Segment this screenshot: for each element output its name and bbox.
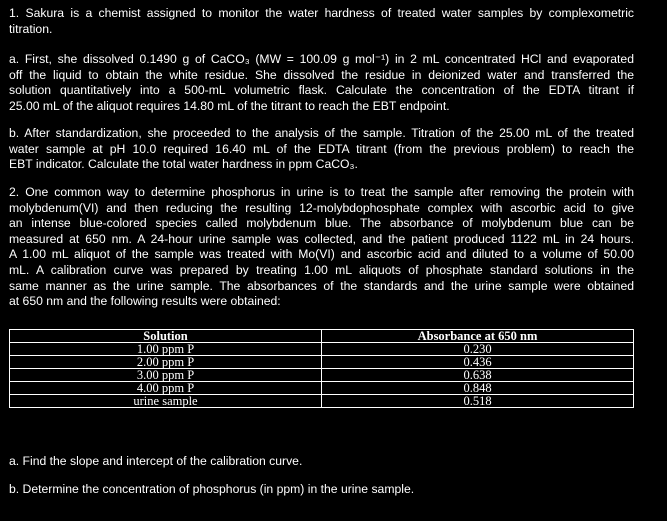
absorbance-cell: 0.848	[322, 382, 634, 395]
absorbance-table	[9, 329, 634, 408]
text-line: A 1.00 mL aliquot of the sample was treated with Mo(VI) and ascorbic acid and diluted to a volume of 50.00	[9, 247, 634, 262]
text-line: solution quantitatively into a 500-mL volumetric flask. Calculate the concentration of the EDTA titrant if	[9, 83, 634, 98]
problem-2-part-a	[9, 454, 634, 470]
table-row	[10, 356, 634, 369]
solution-cell: 2.00 ppm P	[10, 356, 322, 369]
problem-2-part-b	[9, 482, 634, 498]
text-line: an intense blue-colored species called molybdenum blue. The absorbance of molybdenum blue can be	[9, 216, 634, 231]
text-line: b. After standardization, she proceeded to the analysis of the sample. Titration of the 25.00 mL of the treated	[9, 126, 634, 140]
table-row	[10, 382, 634, 395]
text-line: b. Determine the concentration of phosphorus (in ppm) in the urine sample.	[9, 482, 415, 496]
problem-1-intro	[9, 6, 634, 37]
absorbance-cell: 0.638	[322, 369, 634, 382]
column-header-absorbance: Absorbance at 650 nm	[322, 330, 634, 343]
solution-cell: urine sample	[10, 395, 322, 408]
text-line: molybdenum(VI) and then reducing the resulting 12-molybdophosphate complex with ascorbic acid to give	[9, 200, 634, 215]
absorbance-cell: 0.436	[322, 356, 634, 369]
absorbance-cell: 0.518	[322, 395, 634, 408]
table-row	[10, 369, 634, 382]
column-header-solution: Solution	[10, 330, 322, 343]
text-line: titration.	[9, 21, 53, 36]
text-line: off the liquid to obtain the white residue. She dissolved the residue in deionized water and transferred the	[9, 67, 634, 82]
solution-cell: 1.00 ppm P	[10, 343, 322, 356]
text-line: water sample at pH 10.0 required 16.40 mL of the EDTA titrant (from the previous problem) to reach the	[9, 141, 634, 156]
table-row	[10, 343, 634, 356]
problem-1-part-a	[9, 52, 634, 114]
table-header-row	[10, 330, 634, 343]
text-line: 2. One common way to determine phosphorus in urine is to treat the sample after removing the protein with	[9, 185, 634, 199]
text-line: 25.00 mL of the aliquot requires 14.80 mL of the titrant to reach the EBT endpoint.	[9, 98, 450, 113]
solution-cell: 3.00 ppm P	[10, 369, 322, 382]
table-row	[10, 395, 634, 408]
text-line: 1. Sakura is a chemist assigned to monitor the water hardness of treated water samples by complexometric	[9, 6, 634, 20]
text-line: EBT indicator. Calculate the total water hardness in ppm CaCO₃.	[9, 157, 358, 172]
text-line: same manner as the urine sample. The absorbances of the standards and the urine sample were obtained	[9, 278, 634, 293]
text-line: a. Find the slope and intercept of the calibration curve.	[9, 454, 303, 468]
problem-1-part-b	[9, 126, 634, 173]
text-line: a. First, she dissolved 0.1490 g of CaCO₃ (MW = 100.09 g mol⁻¹) in 2 mL concentrated HCl and evaporated	[9, 52, 634, 66]
problem-2-text	[9, 185, 634, 310]
solution-cell: 4.00 ppm P	[10, 382, 322, 395]
text-line: at 650 nm and the following results were obtained:	[9, 294, 281, 309]
text-line: mL. A calibration curve was prepared by treating 1.00 mL aliquots of phosphate standard solutions in the	[9, 262, 634, 277]
absorbance-cell: 0.230	[322, 343, 634, 356]
text-line: measured at 650 nm. A 24-hour urine sample was collected, and the patient produced 1122 mL in 24 hours.	[9, 231, 634, 246]
